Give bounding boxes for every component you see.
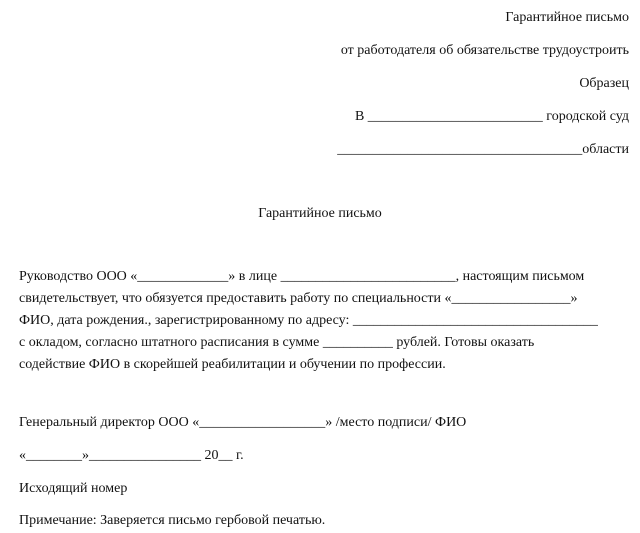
body-row-4: с окладом, согласно штатного расписания в сумме __________ рублей. Готовы оказать bbox=[19, 335, 535, 350]
header-sample-label: Образец bbox=[579, 76, 629, 91]
date-line: «________»________________ 20__ г. bbox=[19, 448, 244, 463]
body-row-1: Руководство ООО «_____________» в лице _________________________, настоящим письмом bbox=[19, 269, 585, 284]
letter-title: Гарантийное письмо bbox=[258, 206, 382, 221]
body-row-2: свидетельствует, что обязуется предоставить работу по специальности «_________________» bbox=[19, 291, 578, 306]
header-court-line: В _________________________ городской суд bbox=[354, 109, 629, 124]
header-region-line: ___________________________________области bbox=[337, 142, 629, 157]
header-subtitle: от работодателя об обязательстве трудоустроить bbox=[340, 43, 629, 58]
body-row-3: ФИО, дата рождения., зарегистрированному по адресу: ___________________________________ bbox=[19, 313, 598, 328]
header-doc-type: Гарантийное письмо bbox=[505, 10, 629, 25]
body-row-5: содействие ФИО в скорейшей реабилитации и обучении по профессии. bbox=[19, 357, 446, 372]
outgoing-number-label: Исходящий номер bbox=[19, 481, 128, 496]
director-signature-line: Генеральный директор ООО «__________________» /место подписи/ ФИО bbox=[19, 415, 467, 430]
note-line: Примечание: Заверяется письмо гербовой печатью. bbox=[19, 513, 326, 528]
letter-body bbox=[19, 266, 629, 376]
